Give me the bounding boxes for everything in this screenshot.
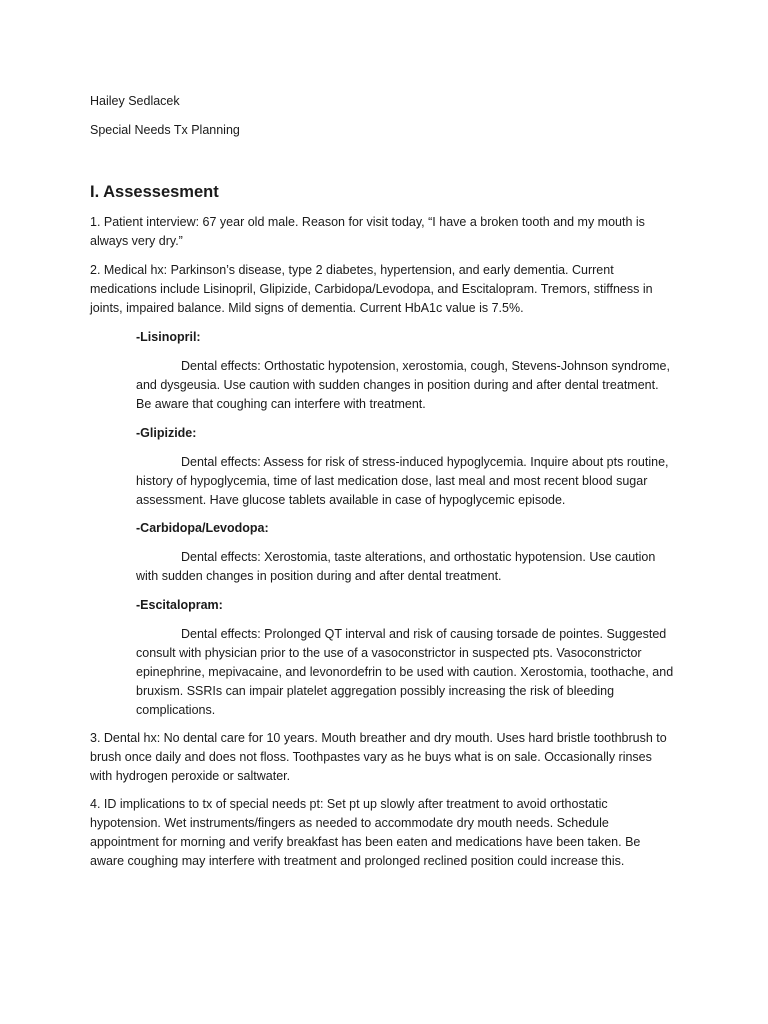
medication-name-escitalopram: -Escitalopram: [136,598,223,612]
medication-effects-lisinopril: Dental effects: Orthostatic hypotension, xerostomia, cough, Stevens-Johnson syndrome, and dysgeusia. Use caution with sudden changes in position during and after dental treatment. Be aware that coughing can interfere with treatment. [136,359,670,411]
medication-effects-glipizide: Dental effects: Assess for risk of stress-induced hypoglycemia. Inquire about pts routine, history of hypoglycemia, time of last medication dose, last meal and most recent blood sugar assessment. Have glucose tablets available in case of hypoglycemic episode. [136,455,669,507]
medication-name-lisinopril: -Lisinopril: [136,330,201,344]
medication-effects-carbidopa-levodopa: Dental effects: Xerostomia, taste alterations, and orthostatic hypotension. Use caution with sudden changes in position during and after dental treatment. [136,550,656,583]
medication-name-glipizide: -Glipizide: [136,426,197,440]
course-title: Special Needs Tx Planning [90,123,240,137]
medical-history-paragraph: 2. Medical hx: Parkinson’s disease, type 2 diabetes, hypertension, and early dementia. Current medications include Lisinopril, Glipizide, Carbidopa/Levodopa, and Escitalopram. Tremors, stiffness in joints, impaired balance. Mild signs of dementia. Current HbA1c value is 7.5%. [90,263,653,315]
dental-history-paragraph: 3. Dental hx: No dental care for 10 years. Mouth breather and dry mouth. Uses hard bristle toothbrush to brush once daily and does not floss. Toothpastes vary as he buys what is on sale. Occasionally rinses with hydrogen peroxide or saltwater. [90,731,667,783]
author-name: Hailey Sedlacek [90,94,180,108]
patient-interview-paragraph: 1. Patient interview: 67 year old male. Reason for visit today, “I have a broken tooth and my mouth is always very dry.” [90,215,645,248]
section-heading: I. Assessesment [90,183,219,201]
implications-paragraph: 4. ID implications to tx of special needs pt: Set pt up slowly after treatment to avoid orthostatic hypotension. Wet instruments/fingers as needed to accommodate dry mouth needs. Schedule appointment for morning and verify breakfast has been eaten and medications have been taken. Be aware coughing may interfere with treatment and prolonged reclined position could increase this. [90,797,641,868]
medication-effects-escitalopram: Dental effects: Prolonged QT interval and risk of causing torsade de pointes. Suggested consult with physician prior to the use of a vasoconstrictor in suspected pts. Vasoconstrictor epinephrine, mepivacaine, and levonordefrin to be used with caution. Xerostomia, toothache, and bruxism. SSRIs can impair platelet aggregation possibly increasing the risk of bleeding complications. [136,627,674,717]
medication-name-carbidopa-levodopa: -Carbidopa/Levodopa: [136,521,269,535]
